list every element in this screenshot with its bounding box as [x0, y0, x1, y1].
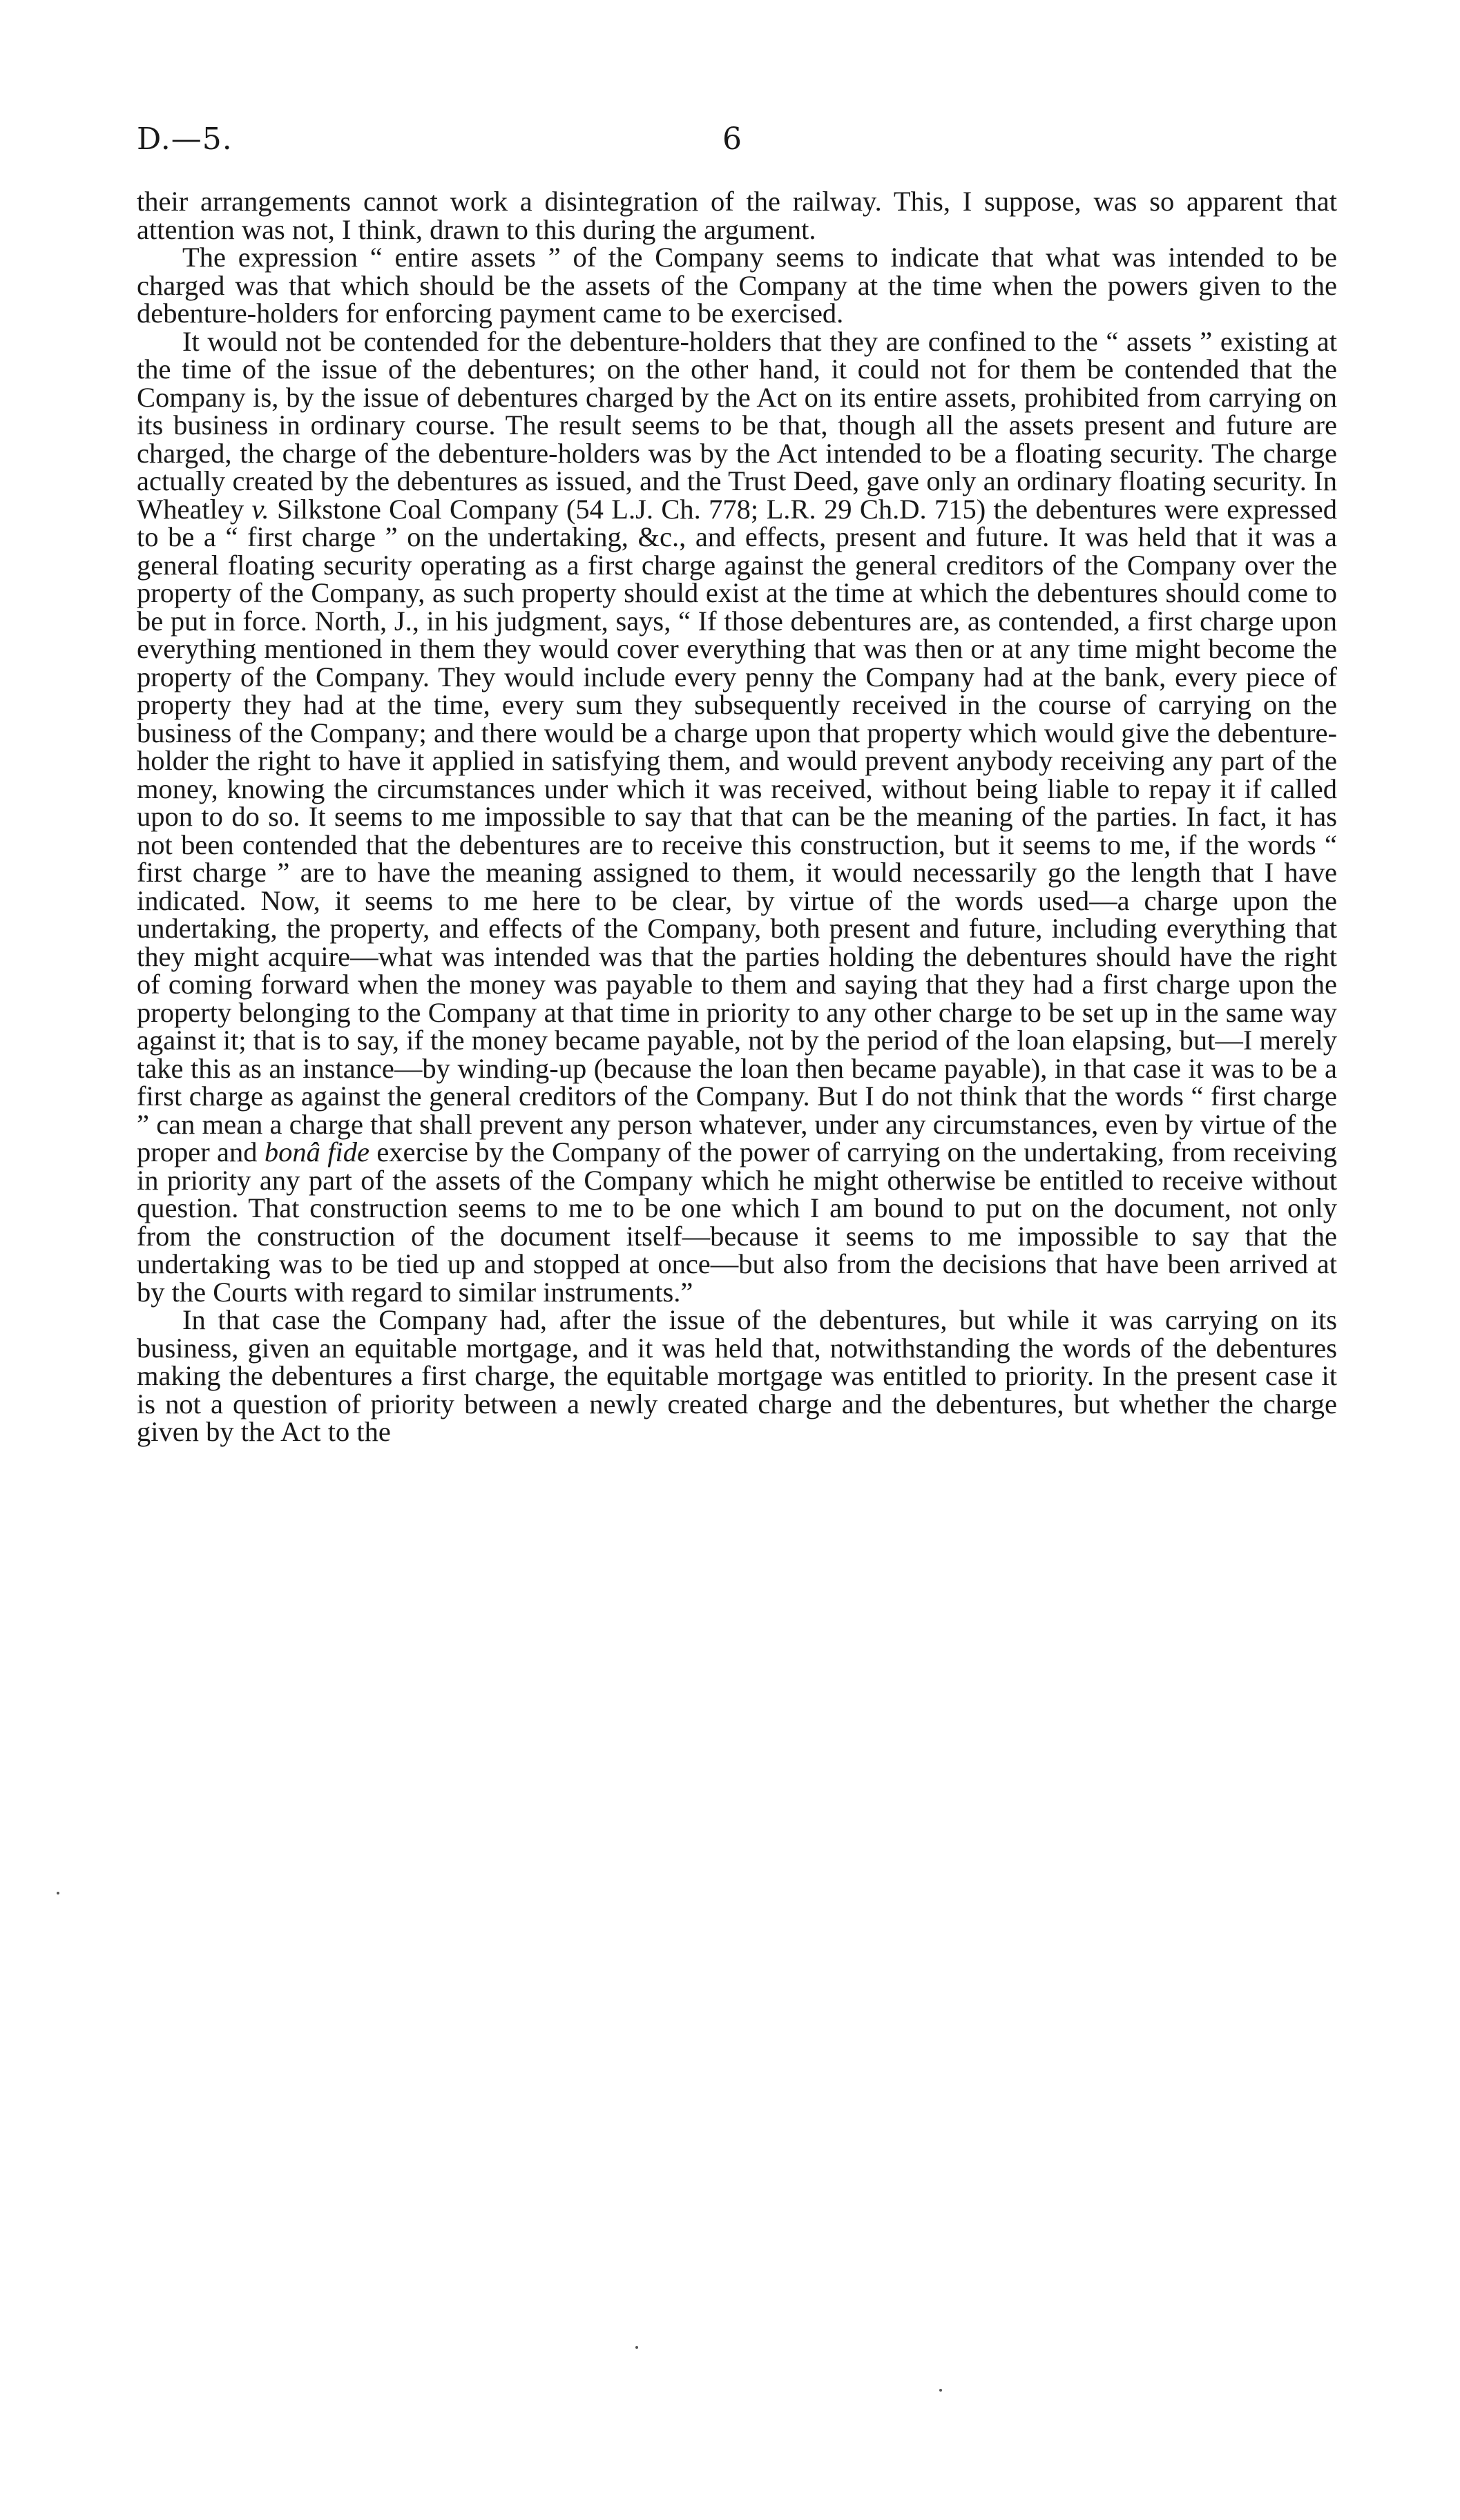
paragraph-text: It would not be contended for the debenture-holders that they are confined to the “ assets ” existing at the time of the issue of the debentures; on the other hand, it could not for them be contended that the Company is, by the issue of debentures charged by the Act on its entire assets, prohibited from carrying on its business in ordinary course. The result seems to be that, though all the assets present and future are charged, the charge of the debenture-holders was by the Act intended to be a floating security. The charge actually created by the debentures as issued, and the Trust Deed, gave only an ordinary floating security. In Wheatley [137, 325, 1337, 525]
document-reference: D.—5. [137, 122, 233, 157]
italic-versus: v. [251, 493, 269, 525]
stray-ink-mark [635, 2346, 638, 2349]
paragraph-continuation [137, 188, 1337, 244]
paragraph-text: their arrangements cannot work a disintegration of the railway. This, I suppose, was so apparent that attention was not, I think, drawn to this during the argument. [137, 186, 1337, 245]
body-text [137, 188, 1337, 1446]
paragraph-text: Silkstone Coal Company (54 L.J. Ch. 778; L.R. 29 Ch.D. 715) the debentures were expressed to be a “ first charge ” on the undertaking, &c., and effects, present and future. It was held that it was a general floating security operating as a first charge against the general creditors of the Company over the property of the Company, as such property should exist at the time at which the debentures should come to be put in force. North, J., in his judgment, says, “ If those debentures are, as contended, a first charge upon everything mentioned in them they would cover everything that was then or at any time might become the property of the Company. They would include every penny the Company had at the bank, every piece of property they had at the time, every sum they subsequently received in the course of carrying on the business of the Company; and there would be a charge upon that property which would give the debenture-holder the right to have it applied in satisfying them, and would prevent anybody receiving any part of the money, knowing the circumstances under which it was received, without being liable to repay it if called upon to do so. It seems to me impossible to say that that can be the meaning of the parties. In fact, it has not been contended that the debentures are to receive this construction, but it seems to me, if the words “ first charge ” are to have the meaning assigned to them, it would necessarily go the length that I have indicated. Now, it seems to me here to be clear, by virtue of the words used—a charge upon the undertaking, the property, and effects of the Company, both present and future, including everything that they might acquire—what was intended was that the parties holding the debentures should have the right of coming forward when the money was payable to them and saying that they had a first charge upon the property belonging to the Company at that time in priority to any other charge to be set up in the same way against it; that is to say, if the money became payable, not by the period of the loan elapsing, but—I merely take this as an instance—by winding-up (because the loan then became payable), in that case it was to be a first charge as against the general creditors of the Company. But I do not think that the words “ first charge ” can mean a charge that shall prevent any person whatever, under any circumstances, even by virtue of the proper and [137, 493, 1337, 1167]
paragraph-floating-security [137, 325, 1337, 1308]
paragraph-text: exercise by the Company of the power of carrying on the undertaking, from receiving in priority any part of the assets of the Company which he might otherwise be entitled to receive without question. That construction seems to me to be one which I am bound to put on the document, not only from the construction of the document itself—because it seems to me impossible to say that the undertaking was to be tied up and stopped at once—but also from the decisions that have been arrived at by the Courts with regard to similar instruments.” [137, 1136, 1337, 1308]
paragraph-equitable-mortgage [137, 1306, 1337, 1446]
paragraph-text: In that case the Company had, after the issue of the debentures, but while it was carrying on its business, given an equitable mortgage, and it was held that, notwithstanding the words of the debentures making the debentures a first charge, the equitable mortgage was entitled to priority. In the present case it is not a question of priority between a newly created charge and the debentures, but whether the charge given by the Act to the [137, 1304, 1337, 1447]
stray-ink-mark [57, 1892, 59, 1894]
stray-ink-mark [939, 2389, 942, 2392]
paragraph-entire-assets [137, 244, 1337, 328]
page-number: 6 [722, 122, 742, 157]
italic-bona-fide: bonâ fide [264, 1136, 369, 1167]
paragraph-text: The expression “ entire assets ” of the Company seems to indicate that what was intended to be charged was that which should be the assets of the Company at the time when the powers given to the debenture-holders for enforcing payment came to be exercised. [137, 242, 1337, 329]
